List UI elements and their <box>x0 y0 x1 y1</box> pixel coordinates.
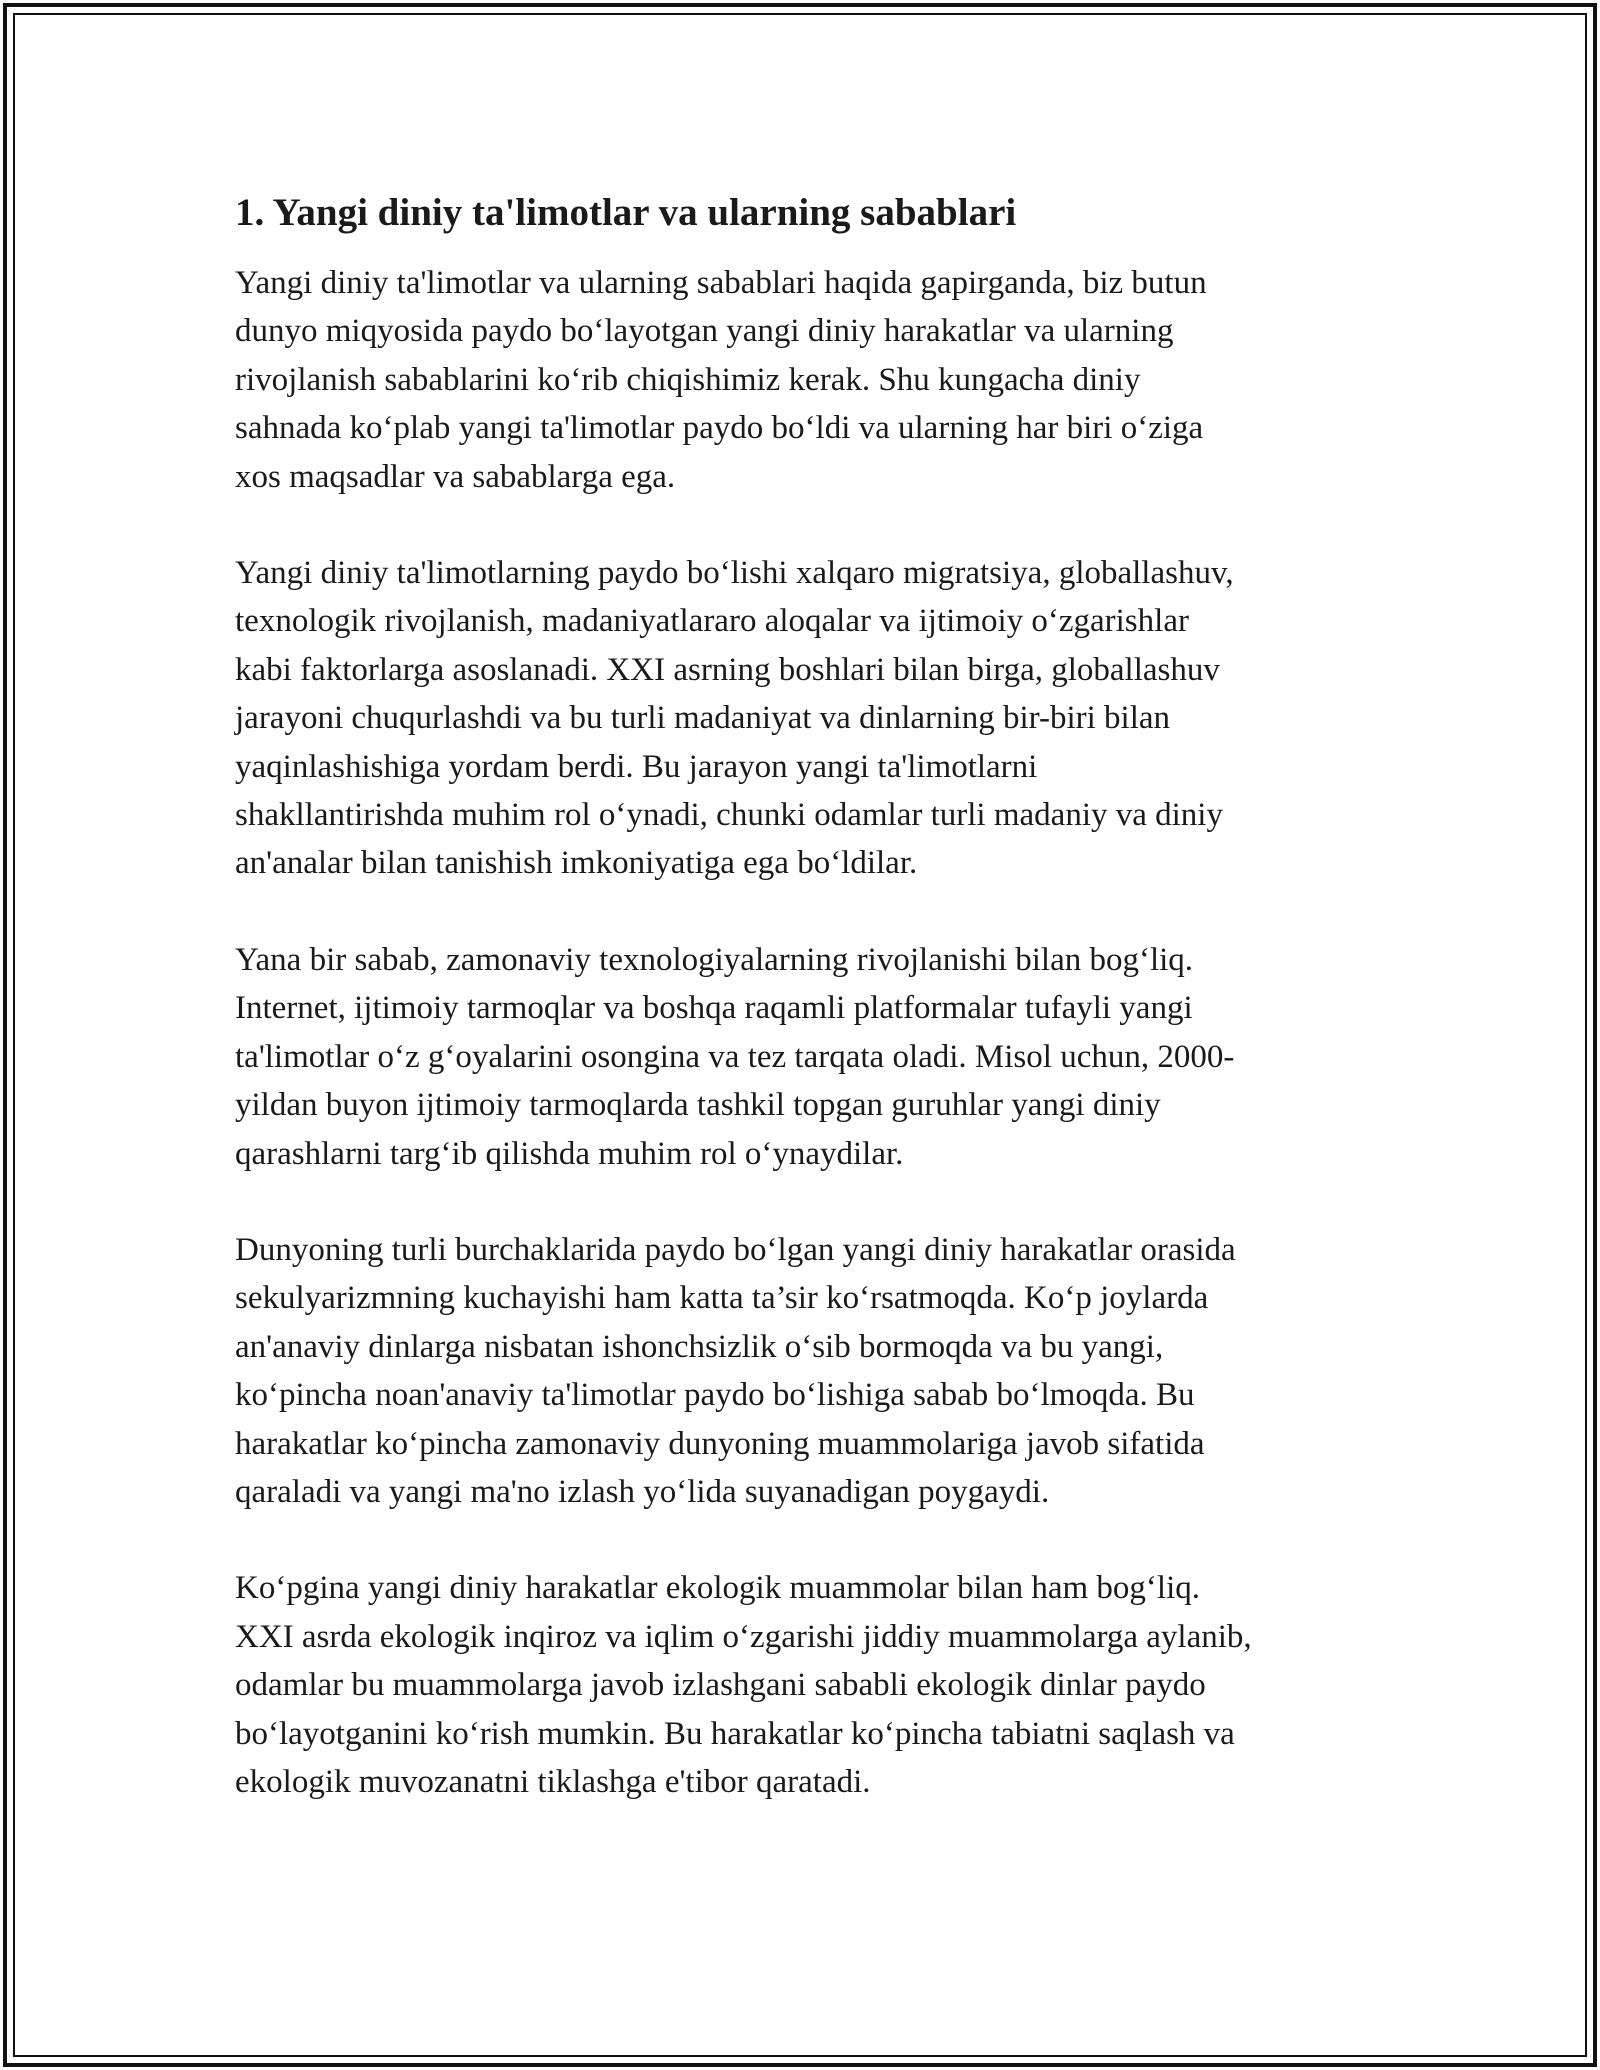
paragraph-line: texnologik rivojlanish, madaniyatlararo aloqalar va ijtimoiy o‘zgarishlar <box>235 603 1189 640</box>
paragraph-line: qarashlarni targ‘ib qilishda muhim rol o‘ynaydilar. <box>235 1135 904 1172</box>
paragraph-line: ekologik muvozanatni tiklashga e'tibor qaratadi. <box>235 1763 871 1800</box>
paragraph-line: Dunyoning turli burchaklarida paydo bo‘lgan yangi diniy harakatlar orasida <box>235 1231 1236 1268</box>
paragraph-line: yaqinlashishiga yordam berdi. Bu jarayon yangi ta'limotlarni <box>235 748 1038 785</box>
document-body <box>235 185 1375 1854</box>
paragraph-line: jarayoni chuqurlashdi va bu turli madaniyat va dinlarning bir-biri bilan <box>235 700 1171 737</box>
paragraph-line: shakllantirishda muhim rol o‘ynadi, chunki odamlar turli madaniy va diniy <box>235 797 1223 834</box>
paragraph-line: Yangi diniy ta'limotlarning paydo bo‘lishi xalqaro migratsiya, globallashuv, <box>235 555 1234 592</box>
paragraph-line: Ko‘pgina yangi diniy harakatlar ekologik muammolar bilan ham bog‘liq. <box>235 1570 1201 1607</box>
paragraph-line: Internet, ijtimoiy tarmoqlar va boshqa raqamli platformalar tufayli yangi <box>235 990 1193 1027</box>
paragraph-line: XXI asrda ekologik inqiroz va iqlim o‘zgarishi jiddiy muammolarga aylanib, <box>235 1618 1252 1655</box>
paragraph-3 <box>235 936 1375 1178</box>
paragraph-line: kabi faktorlarga asoslanadi. XXI asrning boshlari bilan birga, globallashuv <box>235 651 1220 688</box>
paragraph-line: rivojlanish sabablarini ko‘rib chiqishimiz kerak. Shu kungacha diniy <box>235 361 1141 398</box>
paragraph-line: bo‘layotganini ko‘rish mumkin. Bu harakatlar ko‘pincha tabiatni saqlash va <box>235 1715 1235 1752</box>
paragraph-line: dunyo miqyosida paydo bo‘layotgan yangi diniy harakatlar va ularning <box>235 313 1174 350</box>
paragraph-line: qaraladi va yangi ma'no izlash yo‘lida suyanadigan poygaydi. <box>235 1473 1050 1510</box>
paragraph-line: ta'limotlar o‘z g‘oyalarini osongina va tez tarqata oladi. Misol uchun, 2000- <box>235 1038 1235 1075</box>
paragraph-line: xos maqsadlar va sabablarga ega. <box>235 458 676 495</box>
paragraph-line: sahnada ko‘plab yangi ta'limotlar paydo bo‘ldi va ularning har biri o‘ziga <box>235 410 1204 447</box>
paragraph-line: odamlar bu muammolarga javob izlashgani sababli ekologik dinlar paydo <box>235 1667 1206 1704</box>
paragraph-4 <box>235 1226 1375 1516</box>
paragraph-1 <box>235 259 1375 501</box>
paragraph-line: Yangi diniy ta'limotlar va ularning sabablari haqida gapirganda, biz butun <box>235 265 1207 301</box>
paragraph-line: ko‘pincha noan'anaviy ta'limotlar paydo bo‘lishiga sabab bo‘lmoqda. Bu <box>235 1377 1195 1414</box>
paragraph-line: sekulyarizmning kuchayishi ham katta ta’sir ko‘rsatmoqda. Ko‘p joylarda <box>235 1280 1209 1317</box>
paragraph-2 <box>235 549 1375 888</box>
paragraph-line: harakatlar ko‘pincha zamonaviy dunyoning muammolariga javob sifatida <box>235 1425 1205 1462</box>
paragraph-line: yildan buyon ijtimoiy tarmoqlarda tashkil topgan guruhlar yangi diniy <box>235 1087 1161 1124</box>
paragraph-line: an'analar bilan tanishish imkoniyatiga ega bo‘ldilar. <box>235 845 918 882</box>
paragraph-line: Yana bir sabab, zamonaviy texnologiyalarning rivojlanishi bilan bog‘liq. <box>235 941 1194 978</box>
paragraph-5 <box>235 1564 1375 1806</box>
section-heading: 1. Yangi diniy ta'limotlar va ularning sabablari <box>235 191 1017 234</box>
paragraph-line: an'anaviy dinlarga nisbatan ishonchsizlik o‘sib bormoqda va bu yangi, <box>235 1328 1164 1365</box>
